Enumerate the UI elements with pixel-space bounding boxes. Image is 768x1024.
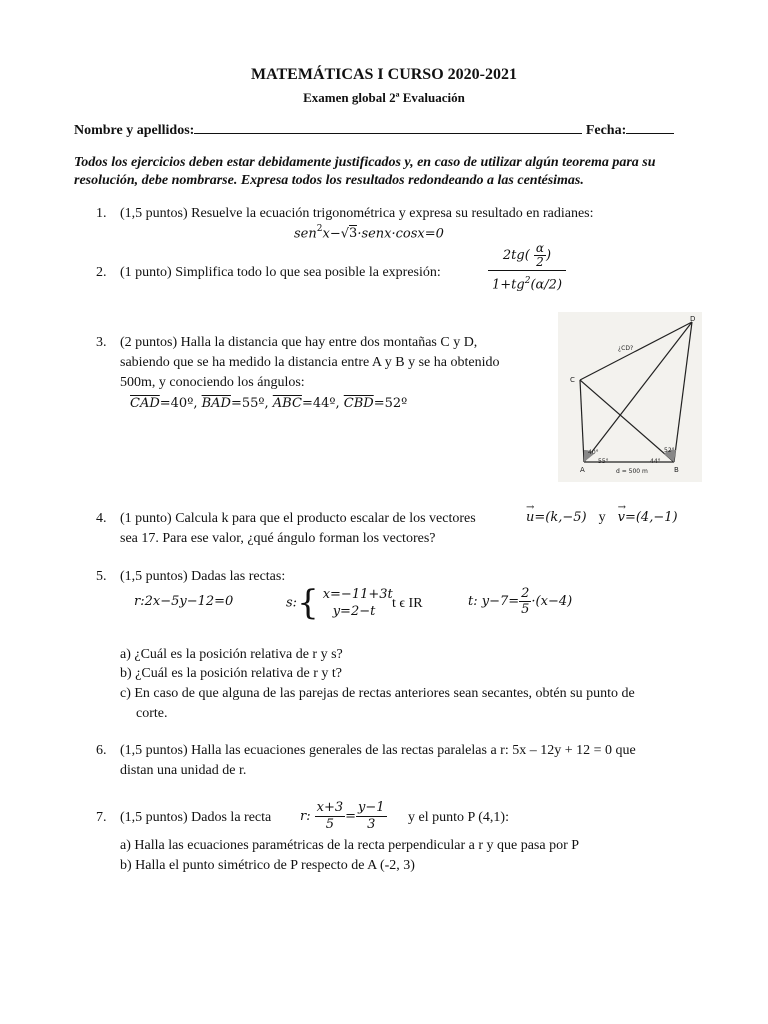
question-text-line1: (2 puntos) Halla la distancia que hay entre dos montañas C y D,	[120, 335, 478, 350]
exam-subtitle: Examen global 2ª Evaluación	[303, 90, 465, 105]
label-40: 40°	[588, 449, 599, 456]
q7-part-b: b) Halla el punto simétrico de P respecto de A (-2, 3)	[120, 858, 415, 873]
question-text: (1,5 puntos) Dados la recta	[120, 810, 272, 825]
date-label: Fecha:	[585, 123, 627, 138]
line-r: r:2x−5y−12=0	[134, 594, 234, 609]
question-7	[96, 808, 271, 828]
sqrt-icon: √	[340, 226, 350, 242]
q7-point: y el punto P (4,1):	[408, 810, 509, 825]
question-text: (1 punto) Calcula k para que el producto escalar de los vectores	[120, 511, 476, 526]
vector-u: u →	[526, 502, 535, 525]
label-distance: d = 500 m	[616, 468, 648, 475]
segment-ac	[580, 380, 584, 462]
exam-title: MATEMÁTICAS I CURSO 2020-2021	[251, 66, 517, 83]
r-den-2: 3	[356, 816, 387, 833]
mountains-figure	[558, 312, 702, 482]
question-6	[96, 741, 636, 781]
q1-equation: sen$^2$x−√3·senx·cosx=0	[294, 224, 444, 242]
expr-alpha: α	[535, 241, 545, 255]
instructions: Todos los ejercicios deben estar debidamente justificados y, en caso de utilizar algún teorema para su resolución, debe nombrarse. Expresa todos los resultados redondeando a las centésimas.	[74, 155, 656, 188]
eq-sqrt-arg: 3	[349, 226, 358, 242]
q4-line2: sea 17. Para ese valor, ¿qué ángulo forman los vectores?	[120, 531, 436, 546]
t-label: t: y−7=	[468, 594, 520, 610]
r-eq: =	[345, 809, 357, 825]
question-text-line3: 500m, y conociendo los ángulos:	[120, 375, 305, 390]
eq-rest: ·senx·cosx=0	[357, 226, 444, 242]
question-number: 5.	[96, 569, 107, 584]
r-num-1: x+3	[316, 800, 344, 815]
question-text: (1,5 puntos) Resuelve la ecuación trigonométrica y expresa su resultado en radianes:	[120, 206, 594, 221]
name-date-line	[74, 122, 674, 139]
q5-part-c: c) En caso de que alguna de las parejas de rectas anteriores sean secantes, obtén su punto de	[120, 686, 635, 701]
expr-den-2: (α/2)	[530, 277, 563, 293]
question-text-line2: sabiendo que se ha medido la distancia entre A y B y se ha obtenido	[120, 355, 500, 370]
expr-den-1: 1+tg	[491, 277, 525, 293]
question-number: 1.	[96, 206, 107, 221]
q4-vectors	[526, 502, 678, 528]
q5-part-b: b) ¿Cuál es la posición relativa de r y t?	[120, 666, 342, 681]
q2-expression: 2tg( $\frac{\alpha}{2}$ ) $1+tg^2(\alpha/2)$	[488, 242, 566, 295]
label-cd: ¿CD?	[618, 345, 634, 352]
question-number: 2.	[96, 265, 107, 280]
expr-two: 2	[534, 255, 546, 269]
segment-bd	[674, 322, 692, 462]
r-label: r:	[300, 809, 311, 825]
name-blank	[194, 122, 582, 134]
segment-cd	[580, 322, 692, 380]
q7-line-r	[300, 800, 387, 833]
label-55: 55°	[598, 458, 609, 465]
eq-minus: −	[329, 226, 341, 242]
question-5	[96, 567, 285, 587]
angle-value: =44º	[301, 396, 336, 411]
vector-v-value: =(4,−1)	[624, 510, 678, 525]
q3-angles: $\overline{CAD}=40º$, $\overline{BAD}=55º$, $\overline{ABC}=44º$, $\overline{CBD}=52º$	[130, 396, 408, 411]
question-text: (1 punto) Simplifica todo lo que sea posible la expresión:	[120, 265, 441, 280]
s-eq-2: y=2−t	[332, 604, 376, 619]
question-number: 6.	[96, 743, 107, 758]
question-4	[96, 509, 476, 529]
name-label: Nombre y apellidos:	[74, 123, 195, 138]
expr-num-tg: 2tg	[502, 248, 525, 263]
question-text: (1,5 puntos) Halla las ecuaciones generales de las rectas paralelas a r: 5x – 12y + 12 = 0 que	[120, 743, 636, 758]
figure-svg	[558, 312, 702, 482]
question-number: 7.	[96, 810, 107, 825]
eq-x: x	[322, 226, 330, 242]
brace-icon: {	[297, 583, 319, 623]
s-eq-1: x=−11+3t	[322, 587, 393, 602]
label-c: C	[570, 376, 575, 384]
question-2	[96, 263, 441, 283]
angle-name: $\overline{BAD}$	[201, 396, 231, 411]
question-3	[96, 333, 499, 393]
eq-sen: sen	[294, 226, 317, 242]
connector-y: y	[598, 510, 606, 525]
angle-value: =40º	[159, 396, 194, 411]
segment-ad	[584, 322, 692, 462]
label-52: 52°	[664, 447, 675, 454]
t-den: 5	[521, 602, 530, 617]
angle-name: $\overline{CBD}$	[343, 396, 374, 411]
date-blank	[626, 122, 674, 134]
vector-u-value: =(k,−5)	[534, 510, 587, 525]
angle-value: =52º	[373, 396, 408, 411]
line-s	[286, 583, 393, 623]
s-label: s:	[286, 595, 298, 611]
label-44: 44°	[650, 458, 661, 465]
label-a: A	[580, 466, 585, 474]
question-1	[96, 204, 594, 224]
r-num-2: y−1	[358, 800, 385, 815]
question-number: 4.	[96, 511, 107, 526]
label-b: B	[674, 466, 679, 474]
label-d: D	[690, 315, 696, 323]
question-text-line2: distan una unidad de r.	[120, 763, 247, 778]
question-number: 3.	[96, 335, 107, 350]
q5-part-a: a) ¿Cuál es la posición relativa de r y s?	[120, 647, 343, 662]
t-domain: t ϵ IR	[392, 596, 423, 611]
q7-part-a: a) Halla las ecuaciones paramétricas de la recta perpendicular a r y que pasa por P	[120, 838, 580, 853]
line-t	[468, 586, 572, 617]
angle-name: $\overline{ABC}$	[272, 396, 302, 411]
q5-part-c-cont: corte.	[136, 706, 168, 721]
r-den-1: 5	[315, 816, 346, 833]
t-num: 2	[521, 586, 530, 601]
vector-v: v →	[617, 502, 626, 525]
angle-value: =55º	[230, 396, 265, 411]
angle-name: $\overline{CAD}$	[130, 396, 160, 411]
t-rest: ·(x−4)	[531, 594, 573, 610]
question-text: (1,5 puntos) Dadas las rectas:	[120, 569, 286, 584]
